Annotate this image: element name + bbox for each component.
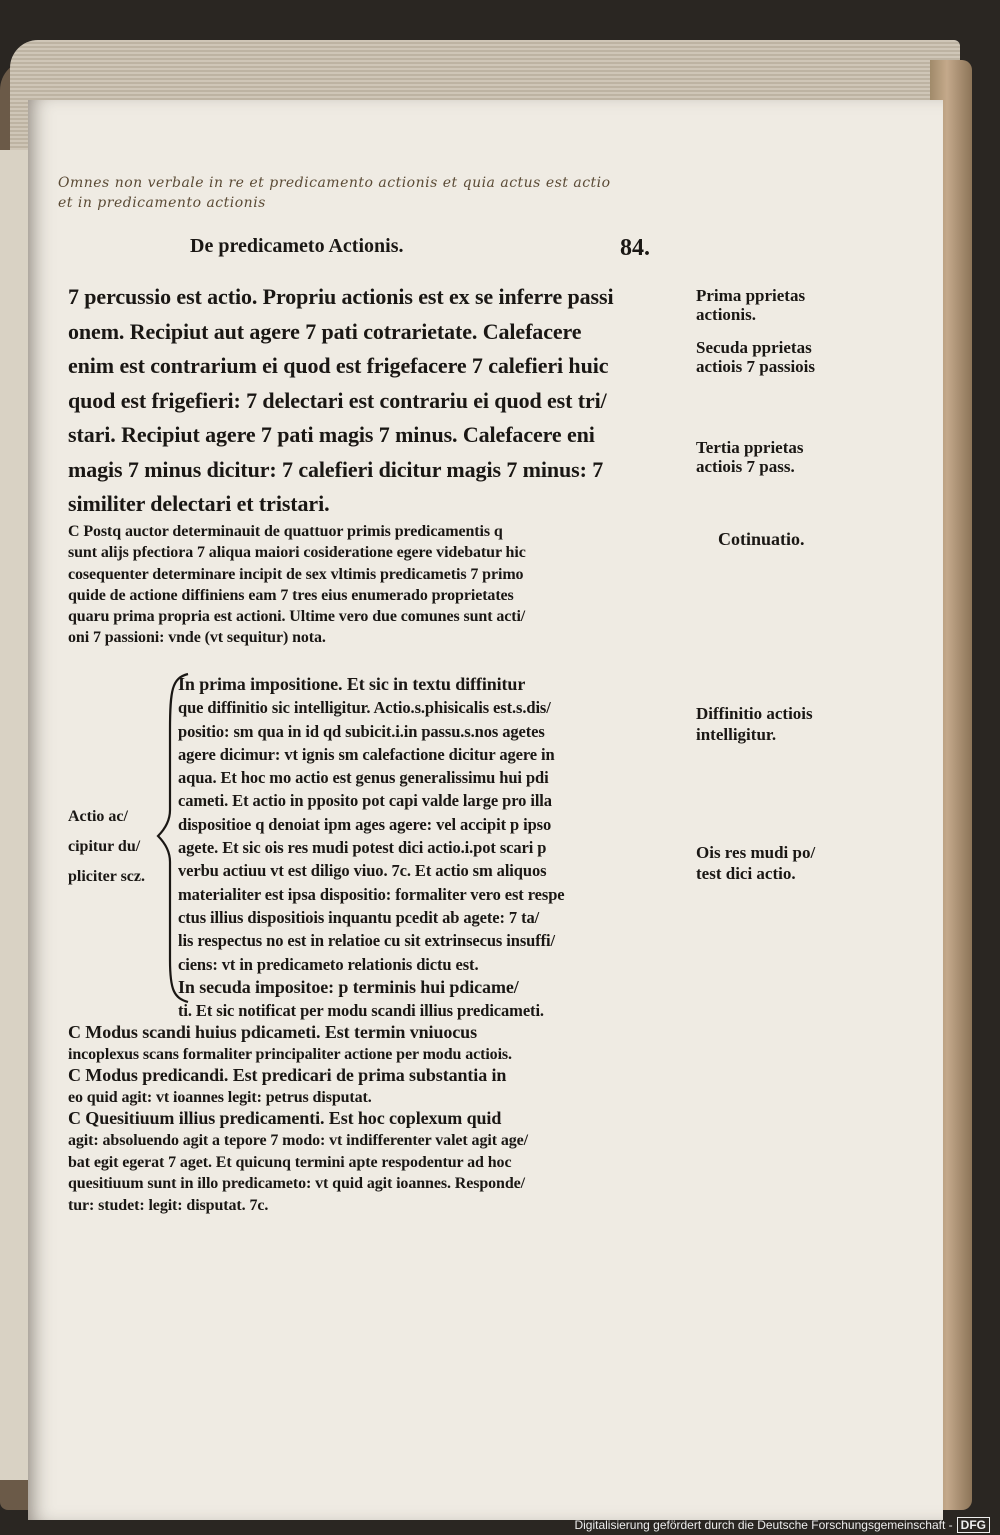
text-line: cameti. Et actio in pposito pot capi valde large pro illa <box>178 791 552 811</box>
text-line: C Modus scandi huius pdicameti. Est termin vniuocus <box>68 1022 477 1042</box>
text-line: ctus illius dispositiois inquantu pcedit ab agete: 7 ta/ <box>178 907 540 927</box>
margin-line: pliciter scz. <box>68 868 146 885</box>
commentary-paragraph <box>68 521 526 649</box>
side-line: test dici actio. <box>696 864 796 883</box>
running-title: De predicameto Actionis. <box>190 235 404 257</box>
text-line: agete. Et sic ois res mudi potest dici actio.i.pot scari p <box>178 838 547 858</box>
side-line: Ois res mudi po/ <box>696 843 816 862</box>
book-page <box>28 100 943 1520</box>
side-line: intelligitur. <box>696 725 777 744</box>
manuscript-note-line-2: et in predicamento actionis <box>58 195 266 211</box>
text-line: C Modus predicandi. Est predicari de prima substantia in <box>68 1065 507 1086</box>
left-margin-note <box>68 802 145 892</box>
text-line: que diffinitio sic intelligitur. Actio.s.phisicalis est.s.dis/ <box>178 698 551 718</box>
side-line: Secuda pprietas <box>696 338 812 357</box>
text-line: sunt alijs pfectiora 7 aliqua maiori cosideratione egere videbatur hic <box>68 544 526 562</box>
text-line: ti. Et sic notificat per modu scandi illius predicameti. <box>178 1001 544 1021</box>
text-line: ciens: vt in predicameto relationis dictu est. <box>178 954 479 974</box>
side-line: actiois 7 passiois <box>696 357 816 376</box>
text-line: bat egit egerat 7 aget. Et quicunq termini apte respodentur ad hoc <box>68 1153 512 1171</box>
text-line: 7 percussio est actio. Propriu actionis est ex se inferre passi <box>68 284 614 309</box>
text-line: In secuda impositoe: p terminis hui pdicame/ <box>178 976 519 997</box>
text-line: dispositioe q denoiat ipm ages agere: vel accipit p ipso <box>178 814 552 834</box>
text-line: quide de actione diffiniens eam 7 tres eius enumerado proprietates <box>68 586 514 604</box>
side-note-tertia <box>696 438 804 476</box>
text-line: quaru prima propria est actioni. Ultime vero due comunes sunt acti/ <box>68 608 526 626</box>
text-line: eo quid agit: vt ioannes legit: petrus disputat. <box>68 1088 372 1106</box>
text-line: onem. Recipiut aut agere 7 pati cotrarietate. Calefacere <box>68 318 582 344</box>
text-line: similiter delectari et tristari. <box>68 491 330 516</box>
side-line: actiois 7 pass. <box>696 457 795 476</box>
text-line: C Postq auctor determinauit de quattuor primis predicamentis q <box>68 523 503 540</box>
text-line: materialiter est ipsa dispositio: formaliter vero est respe <box>178 884 565 904</box>
text-line: verbu actiuu vt est diligo viuo. 7c. Et actio sm aliquos <box>178 861 547 881</box>
folio-number: 84. <box>620 235 650 261</box>
main-text <box>68 280 613 522</box>
text-line: agit: absoluendo agit a tepore 7 modo: vt indifferenter valet agit age/ <box>68 1131 528 1149</box>
side-line: Tertia pprietas <box>696 438 804 457</box>
text-line: oni 7 passioni: vnde (vt sequitur) nota. <box>68 629 326 647</box>
text-line: tur: studet: legit: disputat. 7c. <box>68 1196 269 1214</box>
brace-text <box>178 673 565 1022</box>
text-line: cosequenter determinare incipit de sex vltimis predicametis 7 primo <box>68 565 524 583</box>
margin-line: cipitur du/ <box>68 838 141 855</box>
text-line: agere dicimur: vt ignis sm calefactione dicitur agere in <box>178 744 555 764</box>
text-line: lis respectus no est in relatioe cu sit extrinsecus insuffi/ <box>178 931 555 951</box>
dfg-logo: DFG <box>957 1517 990 1533</box>
margin-line: Actio ac/ <box>68 808 128 825</box>
text-line: incoplexus scans formaliter principaliter actione per modu actiois. <box>68 1045 512 1063</box>
side-line: Diffinitio actiois <box>696 704 813 723</box>
text-line: quesitiuum sunt in illo predicameto: vt quid agit ioannes. Responde/ <box>68 1175 525 1193</box>
side-note-omnis <box>696 842 815 884</box>
text-line: C Quesitiuum illius predicamenti. Est hoc coplexum quid <box>68 1108 502 1129</box>
side-note-secunda <box>696 338 815 376</box>
manuscript-note-line-1: Omnes non verbale in re et predicamento actionis et quia actus est actio <box>58 175 611 191</box>
side-line: Cotinuatio. <box>718 529 805 549</box>
text-line: enim est contrarium ei quod est frigefacere 7 calefieri huic <box>68 353 609 378</box>
side-note-prima <box>696 286 805 324</box>
side-note-diffinitio <box>696 703 813 745</box>
digitization-credit <box>574 1517 990 1533</box>
notes-section <box>68 1022 528 1216</box>
side-line: Prima pprietas <box>696 286 806 305</box>
side-line: actionis. <box>696 305 756 324</box>
footer-text: Digitalisierung gefördert durch die Deutsche Forschungsgemeinschaft - <box>574 1518 953 1532</box>
text-line: positio: sm qua in id qd subicit.i.in passu.s.nos agetes <box>178 721 545 741</box>
text-line: quod est frigefieri: 7 delectari est contrariu ei quod est tri/ <box>68 387 607 413</box>
text-line: stari. Recipiut agere 7 pati magis 7 minus. Calefacere eni <box>68 422 595 447</box>
text-line: magis 7 minus dicitur: 7 calefieri dicitur magis 7 minus: 7 <box>68 456 604 482</box>
side-note-continuatio <box>718 530 805 549</box>
text-line: In prima impositione. Et sic in textu diffinitur <box>178 674 526 694</box>
text-line: aqua. Et hoc mo actio est genus generalissimu hui pdi <box>178 768 549 788</box>
